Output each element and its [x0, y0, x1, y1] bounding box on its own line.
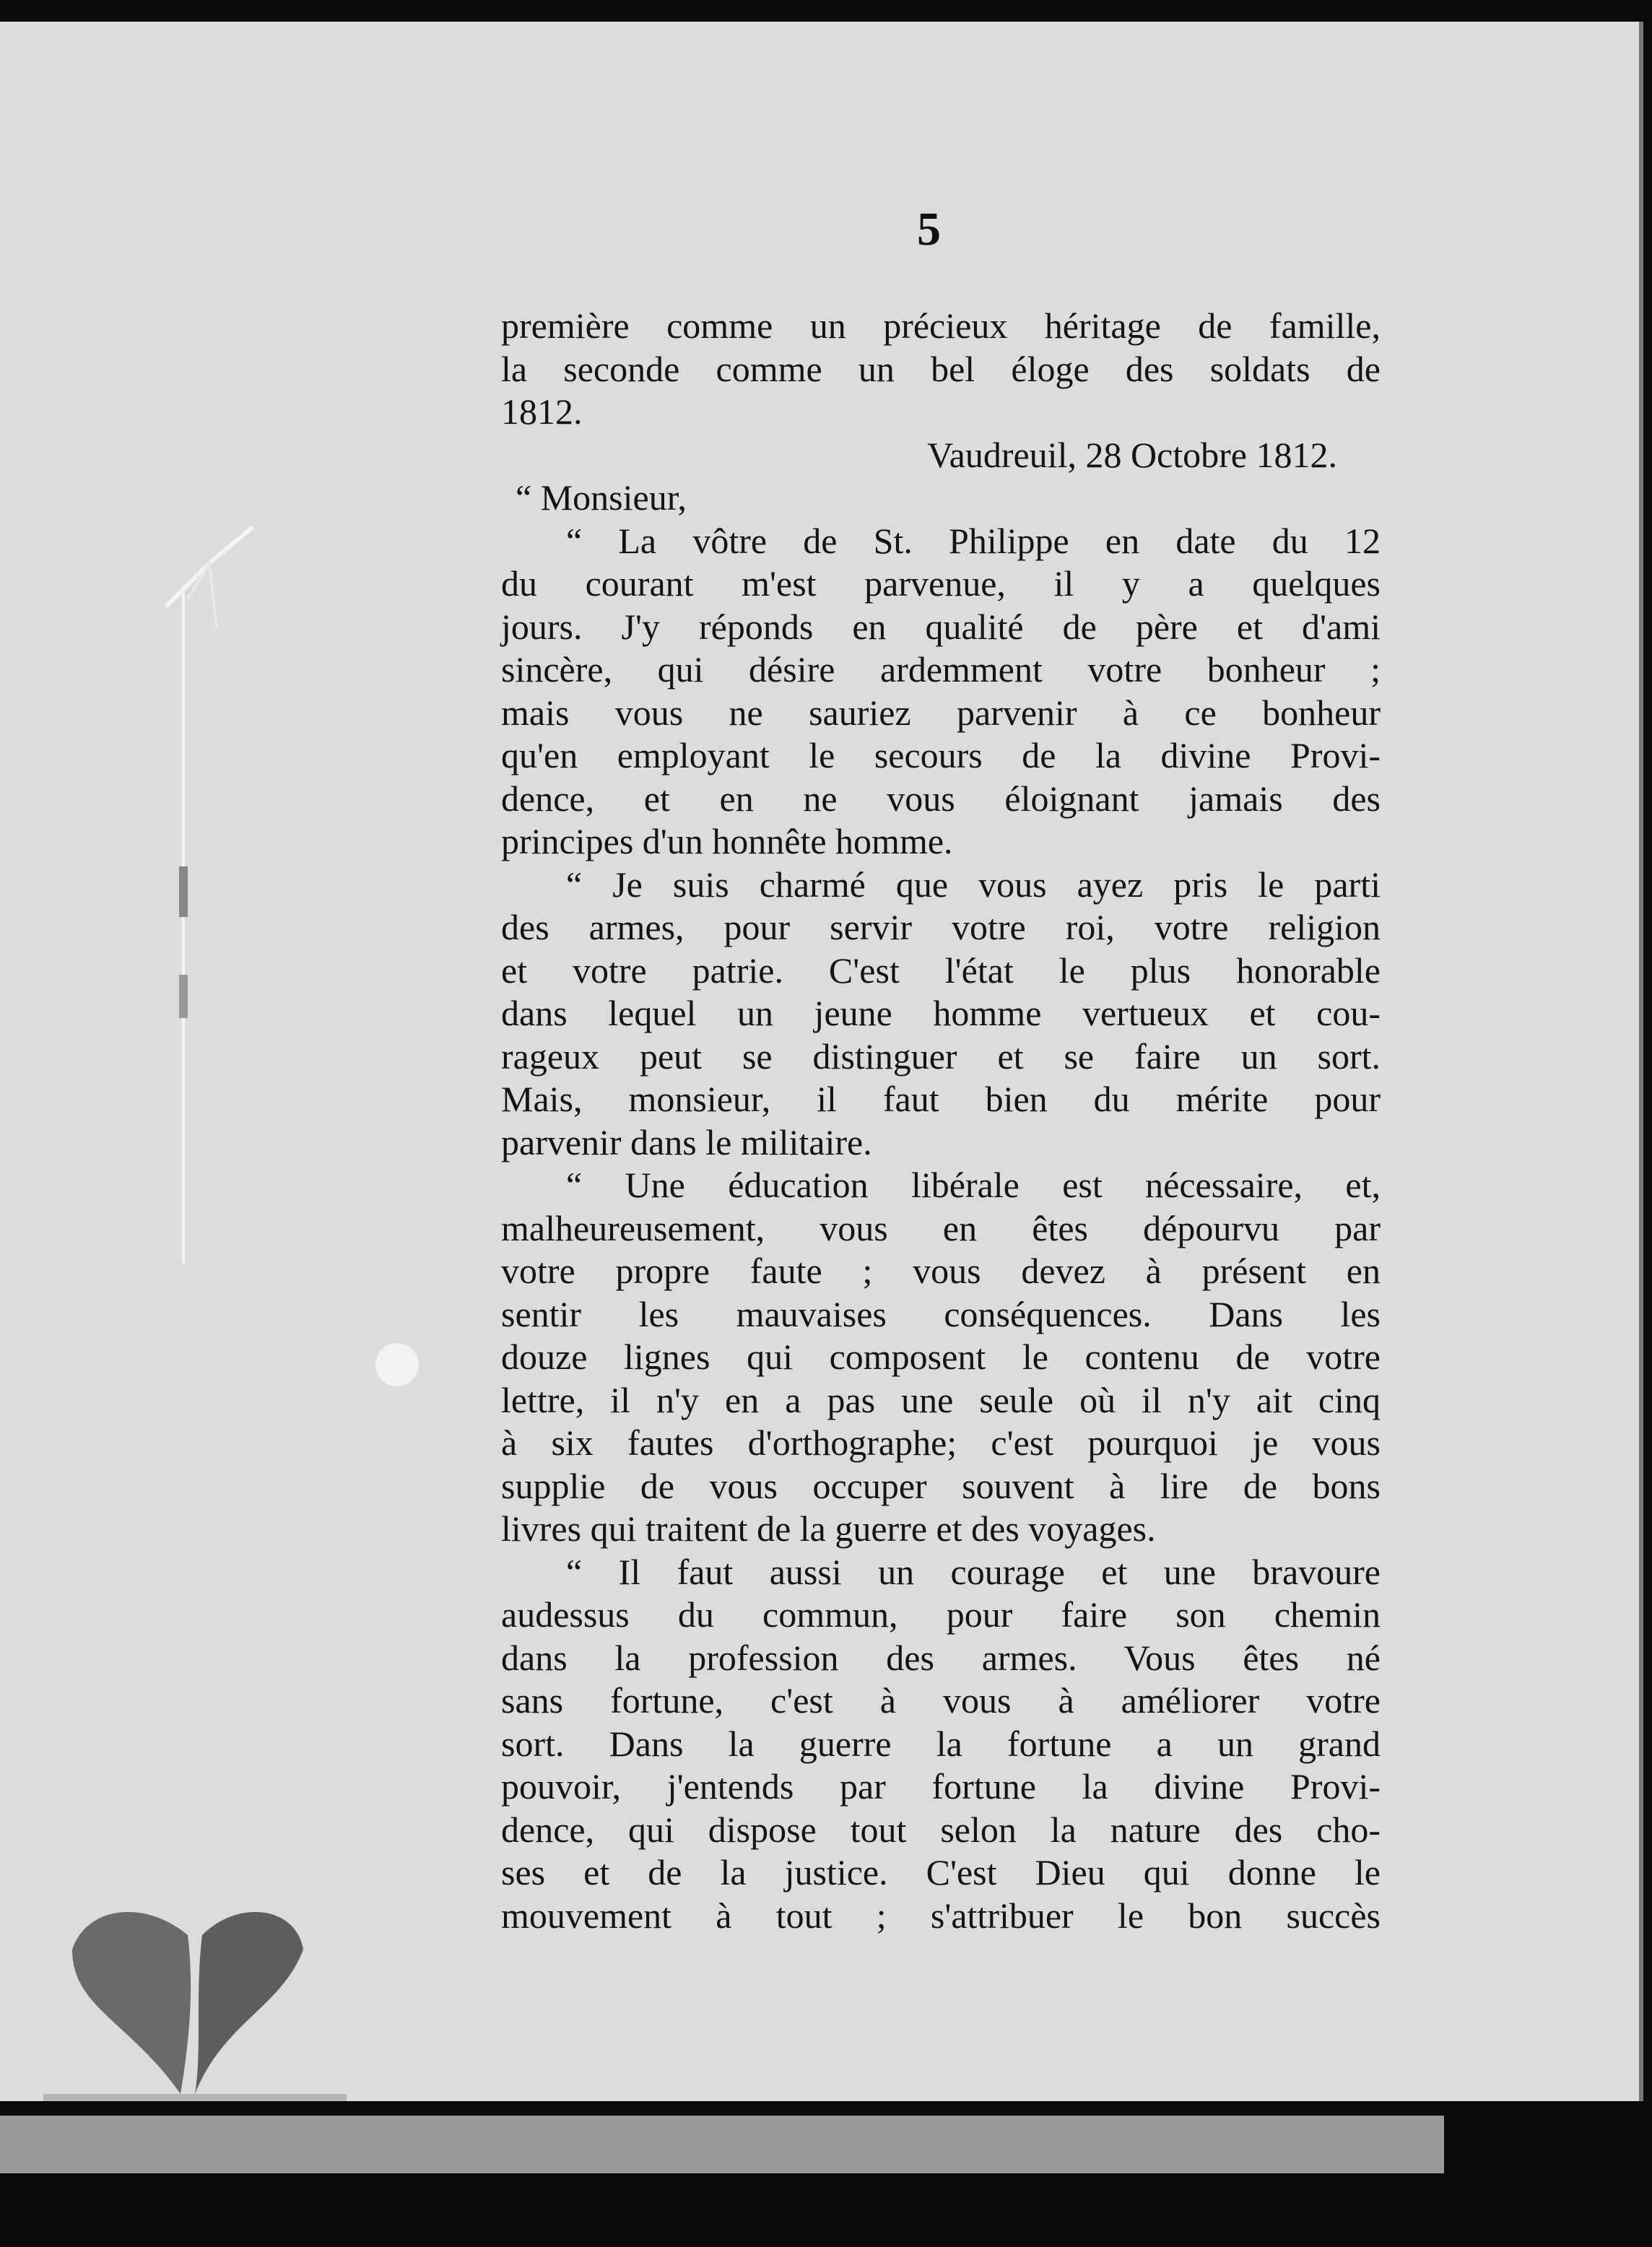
text-line: qu'en employant le secours de la divine Provi- [501, 735, 1381, 775]
text-line: sans fortune, c'est à vous à améliorer votre [501, 1680, 1381, 1721]
pin-icon [179, 592, 188, 1264]
text-line: malheureusement, vous en êtes dépourvu par [501, 1207, 1381, 1248]
text-line: mais vous ne sauriez parvenir à ce bonheur [501, 692, 1381, 733]
text-line: audessus du commun, pour faire son chemin [501, 1594, 1381, 1635]
text-line: Vaudreuil, 28 Octobre 1812. [927, 434, 1337, 475]
text-line: livres qui traitent de la guerre et des voyages. [501, 1508, 1156, 1549]
text-line: Mais, monsieur, il faut bien du mérite pour [501, 1079, 1381, 1119]
text-line: votre propre faute ; vous devez à présent en [501, 1251, 1381, 1291]
text-line: parvenir dans le militaire. [501, 1121, 872, 1162]
text-line: la seconde comme un bel éloge des soldats de [501, 348, 1381, 389]
text-line: principes d'un honnête homme. [501, 821, 953, 861]
binding-strip [0, 2116, 1444, 2173]
text-line: 1812. [501, 391, 583, 432]
text-line: et votre patrie. C'est l'état le plus honorable [501, 949, 1381, 991]
text-line: dans lequel un jeune homme vertueux et cou- [501, 993, 1381, 1033]
text-line: dence, et en ne vous éloignant jamais des [501, 778, 1381, 819]
text-line: des armes, pour servir votre roi, votre religion [501, 907, 1381, 947]
text-line: “ La vôtre de St. Philippe en date du 12 [566, 520, 1381, 561]
paper-blemish [375, 1343, 419, 1386]
text-line: sort. Dans la guerre la fortune a un grand [501, 1723, 1381, 1764]
text-line: première comme un précieux héritage de famille, [501, 305, 1381, 346]
text-line: ses et de la justice. C'est Dieu qui donne le [501, 1852, 1381, 1892]
text-line: sentir les mauvaises conséquences. Dans les [501, 1293, 1381, 1334]
page-number: 5 [917, 203, 941, 256]
text-line: pouvoir, j'entends par fortune la divine Provi- [501, 1766, 1381, 1807]
text-line: à six fautes d'orthographe; c'est pourquoi je vous [501, 1422, 1381, 1463]
text-line: dans la profession des armes. Vous êtes né [501, 1637, 1381, 1678]
text-line: “ Une éducation libérale est nécessaire, et, [566, 1165, 1381, 1205]
text-line: supplie de vous occuper souvent à lire de bons [501, 1465, 1381, 1506]
body-text [501, 305, 1381, 1937]
text-line: “ Il faut aussi un courage et une bravoure [566, 1551, 1381, 1592]
pin-head-icon [159, 520, 267, 628]
text-line: dence, qui dispose tout selon la nature des cho- [501, 1809, 1381, 1850]
text-line: sincère, qui désire ardemment votre bonheur ; [501, 649, 1381, 690]
ribbon-bow-icon [43, 1877, 347, 2101]
document-page [0, 22, 1643, 2101]
text-line: lettre, il n'y en a pas une seule où il n'y ait cinq [501, 1379, 1381, 1420]
text-line: jours. J'y réponds en qualité de père et d'ami [501, 606, 1381, 647]
text-line: du courant m'est parvenue, il y a quelques [501, 563, 1381, 604]
text-line: douze lignes qui composent le contenu de votre [501, 1337, 1381, 1377]
text-line: mouvement à tout ; s'attribuer le bon succès [501, 1895, 1381, 1936]
text-line: “ Je suis charmé que vous ayez pris le parti [566, 864, 1381, 905]
text-line: rageux peut se distinguer et se faire un sort. [501, 1035, 1381, 1077]
text-line: “ Monsieur, [516, 477, 687, 518]
